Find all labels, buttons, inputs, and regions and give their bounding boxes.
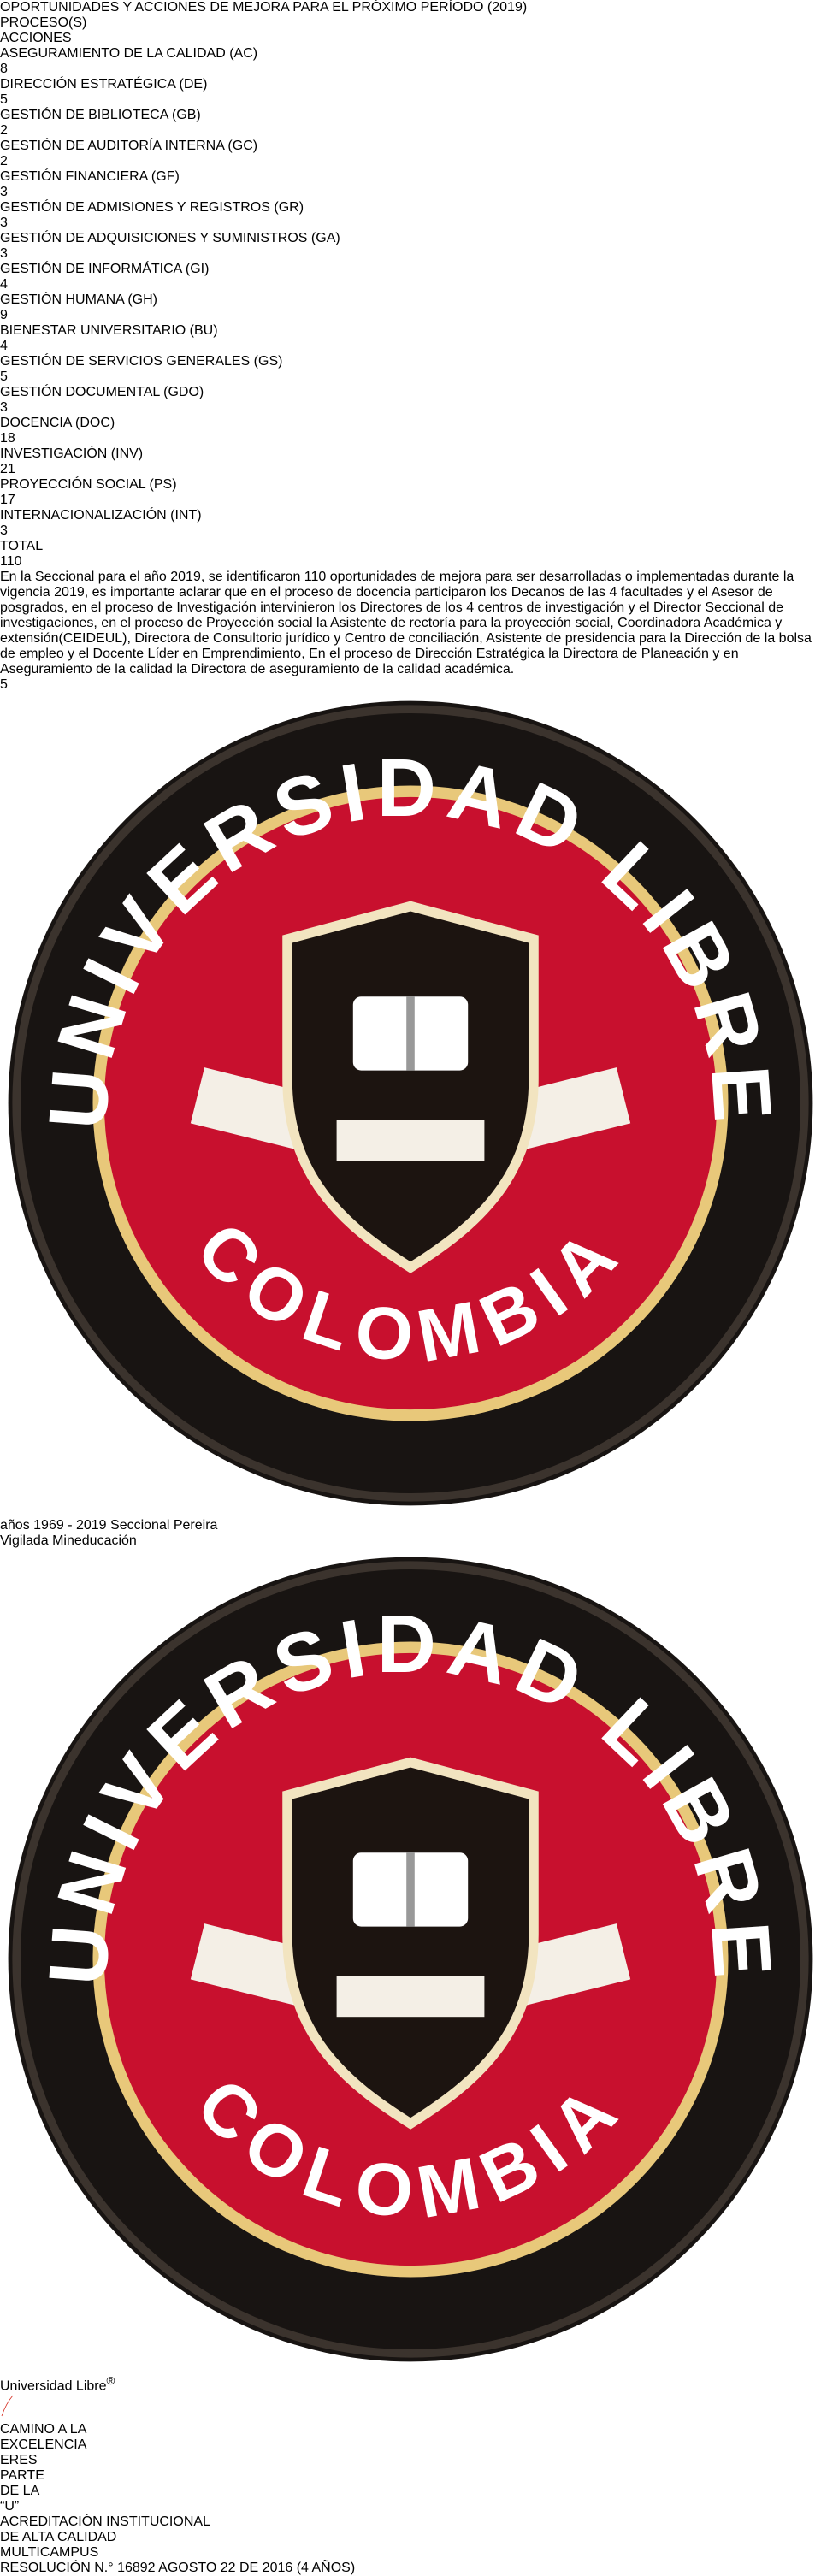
- acciones-cell: 18: [0, 431, 15, 446]
- process-table-body: [0, 46, 821, 539]
- table-row: [0, 446, 821, 477]
- anniversary-year-range: 1969 - 2019: [33, 1518, 107, 1533]
- table-row: [0, 323, 821, 354]
- acreditacion-label: ACREDITACIÓN INSTITUCIONAL: [0, 2514, 210, 2530]
- acciones-cell: 3: [0, 523, 8, 538]
- summary-paragraph: En la Seccional para el año 2019, se identificaron 110 oportunidades de mejora para ser desarrolladas o implementadas durante la vigencia 2019, es importante aclarar que en el proceso de docencia participaron los Decanos de las 4 facultades y el Asesor de posgrados, en el proceso de Investigación intervinieron los Directores de los 4 centros de investigación y el Director Seccional de investigaciones, en el proceso de Proyección social la Asistente de rectoría para la proyección social, Coordinadora Académica y extensión(CEIDEUL), Directora de Consultorio jurídico y Centro de conciliación, Asistente de presidencia para la Dirección de la bolsa de empleo y el Docente Líder en Emprendimiento, En el proceso de Dirección Estratégica la Directora de Planeación y en Aseguramiento de la calidad la Directora de aseguramiento de la calidad académica.: [0, 570, 812, 676]
- proceso-cell: GESTIÓN DOCUMENTAL (GDO): [0, 385, 204, 399]
- proceso-cell: DOCENCIA (DOC): [0, 416, 115, 430]
- table-row: [0, 385, 821, 416]
- university-wordmark: Universidad Libre®: [0, 2374, 115, 2394]
- alta-calidad-label: DE ALTA CALIDAD: [0, 2530, 117, 2545]
- proceso-cell: GESTIÓN DE ADMISIONES Y REGISTROS (GR): [0, 200, 304, 215]
- proceso-cell: GESTIÓN HUMANA (GH): [0, 292, 158, 307]
- table-row: [0, 354, 821, 385]
- acciones-cell: 5: [0, 92, 8, 107]
- table-title: OPORTUNIDADES Y ACCIONES DE MEJORA PARA EL PRÓXIMO PERÍODO (2019): [0, 0, 528, 15]
- acciones-cell: 3: [0, 216, 8, 230]
- proceso-cell: DIRECCIÓN ESTRATÉGICA (DE): [0, 77, 208, 92]
- total-value: 110: [0, 554, 22, 569]
- table-row: [0, 139, 821, 169]
- vigilada-label-wrap: [0, 1533, 821, 1549]
- vigilada-label: Vigilada Mineducación: [0, 1533, 137, 1548]
- anniversary-logo: [0, 677, 821, 1533]
- acciones-cell: 8: [0, 62, 8, 76]
- seccional-label: Seccional Pereira: [110, 1518, 218, 1533]
- total-label: TOTAL: [0, 539, 44, 553]
- feather-icon: [0, 2394, 15, 2418]
- acciones-cell: 2: [0, 123, 8, 138]
- acciones-cell: 3: [0, 400, 8, 415]
- acciones-cell: 17: [0, 493, 15, 507]
- anniversary-years-label: años: [0, 1518, 30, 1533]
- eres-parte-label: ERES PARTE DE LA: [0, 2453, 44, 2499]
- proceso-cell: INVESTIGACIÓN (INV): [0, 446, 144, 461]
- proceso-cell: BIENESTAR UNIVERSITARIO (BU): [0, 323, 218, 338]
- proceso-cell: GESTIÓN FINANCIERA (GF): [0, 169, 180, 184]
- proceso-cell: GESTIÓN DE BIBLIOTECA (GB): [0, 108, 201, 122]
- table-row: [0, 200, 821, 231]
- table-row: [0, 292, 821, 323]
- university-seal-icon: [0, 1549, 821, 2370]
- acciones-cell: 2: [0, 154, 8, 168]
- acciones-cell: 3: [0, 185, 8, 199]
- proceso-cell: GESTIÓN DE ADQUISICIONES Y SUMINISTROS (GA): [0, 231, 340, 245]
- acciones-cell: 4: [0, 339, 8, 353]
- multicampus-label: MULTICAMPUS: [0, 2545, 99, 2561]
- u-mark: “U”: [0, 2499, 20, 2514]
- table-row: [0, 508, 821, 539]
- acciones-cell: 9: [0, 308, 8, 322]
- accreditation-banner: [0, 2394, 821, 2561]
- proceso-cell: GESTIÓN DE AUDITORÍA INTERNA (GC): [0, 139, 258, 153]
- table-row: [0, 231, 821, 262]
- table-row: [0, 262, 821, 292]
- table-row: [0, 169, 821, 200]
- proceso-cell: PROYECCIÓN SOCIAL (PS): [0, 477, 177, 492]
- acciones-cell: 4: [0, 277, 8, 292]
- table-row: [0, 77, 821, 108]
- registered-mark: ®: [106, 2374, 115, 2387]
- university-seal-icon: [0, 693, 821, 1514]
- proceso-cell: ASEGURAMIENTO DE LA CALIDAD (AC): [0, 46, 258, 61]
- proceso-cell: GESTIÓN DE SERVICIOS GENERALES (GS): [0, 354, 283, 369]
- proceso-cell: INTERNACIONALIZACIÓN (INT): [0, 508, 202, 523]
- table-row: [0, 416, 821, 446]
- column-header-proceso: PROCESO(S): [0, 15, 87, 30]
- table-row: [0, 108, 821, 139]
- acciones-cell: 5: [0, 369, 8, 384]
- table-row: [0, 477, 821, 508]
- resolution-text: RESOLUCIÓN N.° 16892 AGOSTO 22 DE 2016 (4 AÑOS): [0, 2561, 356, 2576]
- anniversary-five: 5: [0, 677, 8, 692]
- column-header-acciones: ACCIONES: [0, 31, 72, 45]
- proceso-cell: GESTIÓN DE INFORMÁTICA (GI): [0, 262, 210, 276]
- table-row: [0, 46, 821, 77]
- process-table: [0, 0, 821, 677]
- acciones-cell: 21: [0, 462, 15, 476]
- camino-excelencia-label: CAMINO A LA EXCELENCIA: [0, 2422, 87, 2453]
- total-row: [0, 539, 821, 570]
- acciones-cell: 3: [0, 246, 8, 261]
- table-header-row: [0, 15, 821, 46]
